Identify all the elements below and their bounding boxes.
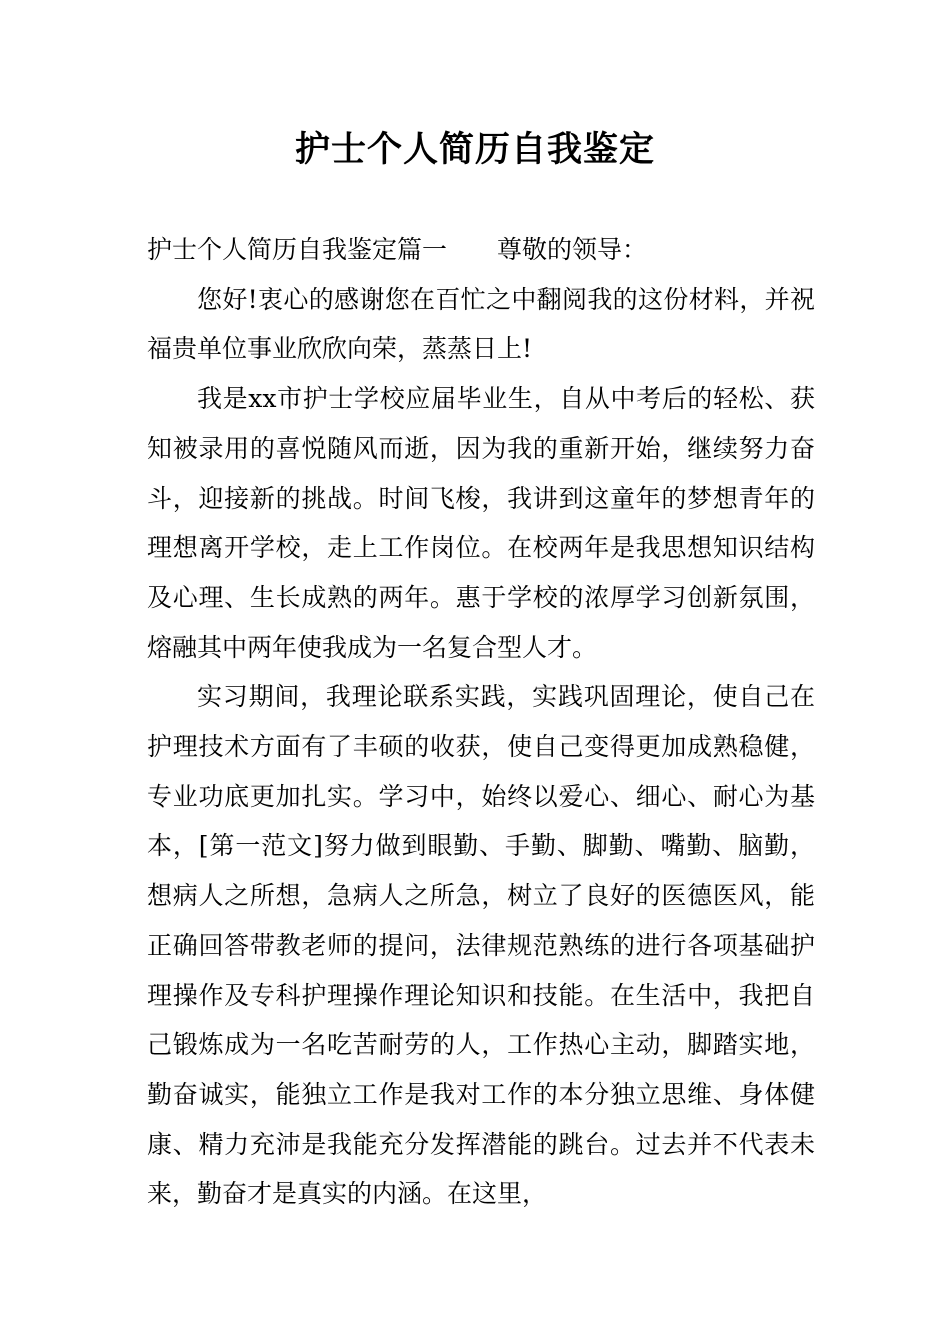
opening-line [147, 225, 815, 275]
salutation: 尊敬的领导： [497, 235, 648, 264]
paragraph-greeting: 您好!衷心的感谢您在百忙之中翻阅我的这份材料，并祝福贵单位事业欣欣向荣，蒸蒸日上! [147, 284, 815, 364]
document-body [147, 225, 815, 1219]
paragraph-introduction: 我是xx市护士学校应届毕业生，自从中考后的轻松、获知被录用的喜悦随风而逝，因为我的重新开始，继续努力奋斗，迎接新的挑战。时间飞梭，我讲到这童年的梦想青年的理想离开学校，走上工作岗位。在校两年是我思想知识结构及心理、生长成熟的两年。惠于学校的浓厚学习创新氛围，熔融其中两年使我成为一名复合型人才。 [147, 384, 815, 662]
section-heading: 护士个人简历自我鉴定篇一 [147, 235, 448, 264]
document-title: 护士个人简历自我鉴定 [294, 129, 655, 170]
paragraph-internship: 实习期间，我理论联系实践，实践巩固理论，使自己在护理技术方面有了丰硕的收获，使自己变得更加成熟稳健，专业功底更加扎实。学习中，始终以爱心、细心、耐心为基本，[第一范文]努力做到眼勤、手勤、脚勤、嘴勤、脑勤，想病人之所想，急病人之所急，树立了良好的医德医风，能正确回答带教老师的提问，法律规范熟练的进行各项基础护理操作及专科护理操作理论知识和技能。在生活中，我把自己锻炼成为一名吃苦耐劳的人，工作热心主动，脚踏实地，勤奋诚实，能独立工作是我对工作的本分独立思维、身体健康、精力充沛是我能充分发挥潜能的跳台。过去并不代表未来，勤奋才是真实的内涵。在这里， [147, 682, 815, 1209]
